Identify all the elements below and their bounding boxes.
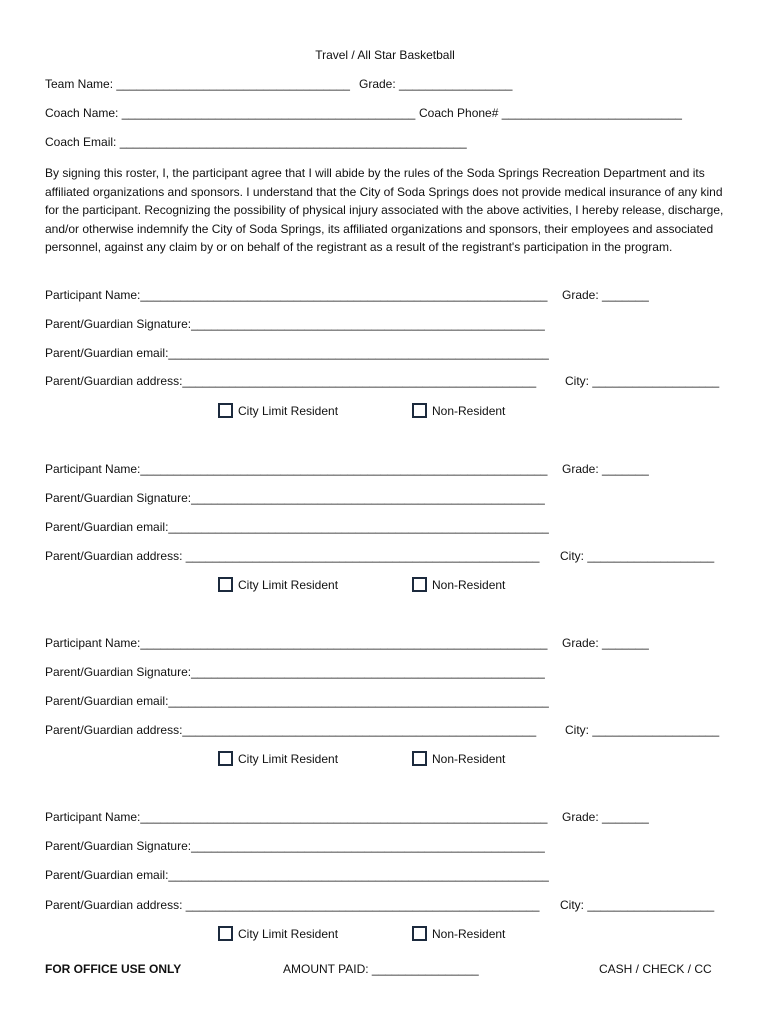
checkbox-label: Non-Resident [432, 577, 506, 592]
city-field[interactable]: City: ___________________ [565, 374, 720, 388]
checkbox-label: City Limit Resident [238, 403, 339, 418]
non-resident-option[interactable] [412, 751, 505, 766]
participant-grade-field[interactable]: Grade: _______ [562, 636, 649, 650]
guardian-email-field[interactable]: Parent/Guardian email:_________________________________________________________ [45, 520, 549, 534]
guardian-signature-field[interactable]: Parent/Guardian Signature:_____________________________________________________ [45, 839, 545, 853]
guardian-email-field[interactable]: Parent/Guardian email:_________________________________________________________ [45, 868, 549, 882]
city-limit-resident-option[interactable] [218, 403, 338, 418]
checkbox-icon[interactable] [412, 751, 427, 766]
checkbox-label: City Limit Resident [238, 577, 339, 592]
guardian-signature-field[interactable]: Parent/Guardian Signature:_____________________________________________________ [45, 665, 545, 679]
checkbox-icon[interactable] [218, 926, 233, 941]
guardian-signature-field[interactable]: Parent/Guardian Signature:_____________________________________________________ [45, 317, 545, 331]
city-limit-resident-option[interactable] [218, 751, 338, 766]
waiver-text: By signing this roster, I, the participant agree that I will abide by the rules of the Soda Springs Recreation Department and its affiliated organizations and sponsors. I understand that the City of Soda Springs does not provide medical insurance of any kind for the participant. Recognizing the possibility of physical injury associated with the above activities, I hereby release, discharge, and/or otherwise indemnify the City of Soda Springs, its affiliated organizations and sponsors, their employees and associated personnel, against any claim by or on behalf of the registrant as a result of the registrant's participation in the program. [45, 166, 724, 255]
non-resident-option[interactable] [412, 577, 505, 592]
participant-grade-field[interactable]: Grade: _______ [562, 810, 649, 824]
city-field[interactable]: City: ___________________ [565, 723, 720, 737]
checkbox-icon[interactable] [412, 403, 427, 418]
checkbox-icon[interactable] [218, 751, 233, 766]
guardian-email-field[interactable]: Parent/Guardian email:_________________________________________________________ [45, 694, 549, 708]
checkbox-icon[interactable] [412, 926, 427, 941]
guardian-address-field[interactable]: Parent/Guardian address: _____________________________________________________ [45, 549, 540, 563]
checkbox-icon[interactable] [218, 403, 233, 418]
guardian-address-field[interactable]: Parent/Guardian address:_____________________________________________________ [45, 374, 537, 388]
participant-name-field[interactable]: Participant Name:_____________________________________________________________ [45, 636, 548, 650]
participant-grade-field[interactable]: Grade: _______ [562, 288, 649, 302]
guardian-email-field[interactable]: Parent/Guardian email:_________________________________________________________ [45, 346, 549, 360]
checkbox-icon[interactable] [412, 577, 427, 592]
participant-name-field[interactable]: Participant Name:_____________________________________________________________ [45, 810, 548, 824]
guardian-signature-field[interactable]: Parent/Guardian Signature:_____________________________________________________ [45, 491, 545, 505]
coach-email-field[interactable]: Coach Email: ____________________________________________________ [45, 135, 467, 149]
payment-method-label: CASH / CHECK / CC [599, 962, 712, 976]
participant-name-field[interactable]: Participant Name:_____________________________________________________________ [45, 462, 548, 476]
checkbox-label: City Limit Resident [238, 751, 339, 766]
participant-name-field[interactable]: Participant Name:_____________________________________________________________ [45, 288, 548, 302]
non-resident-option[interactable] [412, 403, 505, 418]
form-title: Travel / All Star Basketball [315, 48, 455, 62]
office-use-label: FOR OFFICE USE ONLY [45, 962, 182, 976]
guardian-address-field[interactable]: Parent/Guardian address:_____________________________________________________ [45, 723, 537, 737]
checkbox-label: Non-Resident [432, 926, 506, 941]
city-limit-resident-option[interactable] [218, 926, 338, 941]
non-resident-option[interactable] [412, 926, 505, 941]
city-limit-resident-option[interactable] [218, 577, 338, 592]
amount-paid-field[interactable]: AMOUNT PAID: ________________ [283, 962, 479, 976]
coach-name-field[interactable]: Coach Name: ____________________________________________ [45, 106, 416, 120]
city-field[interactable]: City: ___________________ [560, 898, 715, 912]
checkbox-icon[interactable] [218, 577, 233, 592]
team-grade-field[interactable]: Grade: _________________ [359, 77, 513, 91]
city-field[interactable]: City: ___________________ [560, 549, 715, 563]
participant-grade-field[interactable]: Grade: _______ [562, 462, 649, 476]
coach-phone-field[interactable]: Coach Phone# ___________________________ [419, 106, 682, 120]
checkbox-label: Non-Resident [432, 403, 506, 418]
checkbox-label: Non-Resident [432, 751, 506, 766]
checkbox-label: City Limit Resident [238, 926, 339, 941]
guardian-address-field[interactable]: Parent/Guardian address: _____________________________________________________ [45, 898, 540, 912]
team-name-field[interactable]: Team Name: ___________________________________ [45, 77, 350, 91]
